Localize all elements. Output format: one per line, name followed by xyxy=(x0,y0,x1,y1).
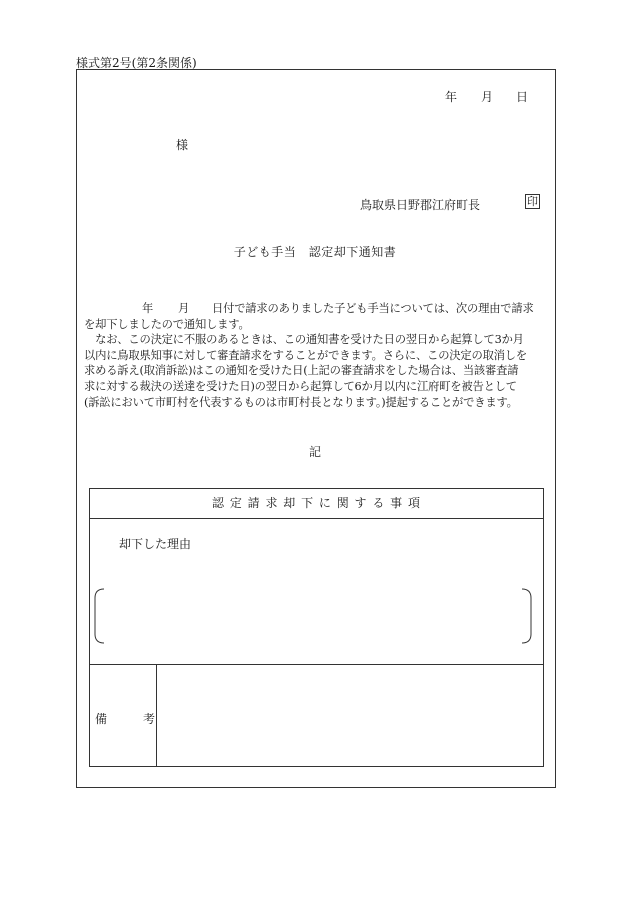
table-header: 認 定 請 求 却 下 に 関 す る 事 項 xyxy=(90,489,543,519)
date-day-label: 日 xyxy=(516,90,529,104)
date-year-label: 年 xyxy=(445,90,458,104)
document-title: 子ども手当 認定却下通知書 xyxy=(233,245,397,259)
remarks-label xyxy=(95,710,155,727)
notice-line: を却下しましたので通知します。 xyxy=(84,317,250,331)
notice-line: なお、この決定に不服のあるときは、この通知書を受けた日の翌日から起算して3か月 xyxy=(84,333,524,347)
ki-heading: 記 xyxy=(308,445,321,459)
notice-line: 求に対する裁決の送達を受けた日)の翌日から起算して6か月以内に江府町を被告として xyxy=(84,379,517,393)
notice-first-line xyxy=(84,301,554,317)
table-divider xyxy=(90,664,543,665)
right-bracket xyxy=(521,588,532,644)
intro-year-label: 年 xyxy=(142,302,154,315)
issuer-name: 鳥取県日野郡江府町長 xyxy=(360,198,481,212)
notice-line: 求める訴え(取消訴訟)はこの通知を受けた日(上記の審査請求をした場合は、当該審査請 xyxy=(84,364,519,378)
notice-line: (訴訟において市町村を代表するものは市町村長となります。)提起することができます。 xyxy=(84,395,518,409)
remarks-column-divider xyxy=(156,664,157,766)
intro-text: 日付で請求のありました子ども手当については、次の理由で請求 xyxy=(212,302,534,315)
rejection-details-table xyxy=(89,488,544,767)
rejection-reason-label: 却下した理由 xyxy=(119,537,192,551)
form-number-label: 様式第2号(第2条関係) xyxy=(76,56,197,70)
date-line xyxy=(0,88,630,104)
notice-body xyxy=(84,301,554,410)
intro-month-label: 月 xyxy=(178,302,190,315)
remarks-label-char-1: 備 xyxy=(95,712,108,726)
notice-line: 以内に鳥取県知事に対して審査請求をすることができます。さらに、この決定の取消しを xyxy=(84,348,527,362)
addressee-honorific: 様 xyxy=(176,138,189,152)
date-month-label: 月 xyxy=(481,90,494,104)
remarks-label-char-2: 考 xyxy=(143,712,156,726)
seal-mark: 印 xyxy=(527,195,538,208)
left-bracket xyxy=(94,588,105,644)
